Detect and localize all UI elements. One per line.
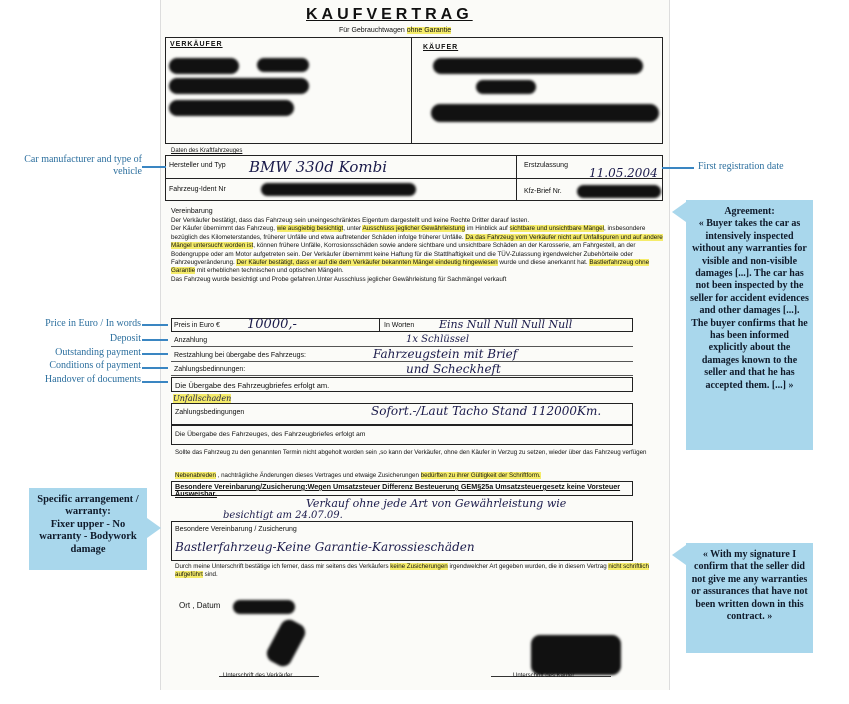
remaining-label: Restzahlung bei übergabe des Fahrzeugs:: [174, 352, 306, 359]
special-arrangement-printed: Besondere Vereinbarung/Zusicherung:Wegen Umsatzsteuer Differenz Besteuerung GEM§25a Umsatzsteuergesetz keine Vorsteuer Ausweisbar.: [171, 481, 633, 496]
remaining-value: Fahrzeugstein mit Brief: [373, 347, 518, 361]
registration-doc-redaction: [577, 185, 661, 198]
annotation-leader: [142, 339, 168, 341]
seller-signature-redaction: [264, 617, 309, 670]
special-arrangement-callout: [29, 488, 147, 570]
place-date-redaction: [233, 600, 295, 614]
special-arrangement-label: Besondere Vereinbarung / Zusicherung: [175, 526, 297, 533]
special-callout-title: Specific arrangement / warranty:: [37, 494, 139, 518]
signature-callout: « With my signature I confirm that the seller did not give me any warranties or assurances that have not been written down in this contract. »: [686, 543, 813, 653]
buyer-redaction: [476, 80, 536, 94]
registration-doc-label: Kfz-Brief Nr.: [524, 188, 562, 195]
annotation-conditions: Conditions of payment: [49, 360, 141, 371]
annotation-leader: [142, 166, 166, 168]
annotation-outstanding: Outstanding payment: [55, 347, 141, 358]
seller-redaction: [257, 58, 309, 72]
price-box-divider: [379, 318, 380, 332]
vin-label: Fahrzeug-Ident Nr: [169, 186, 226, 193]
seller-label: VERKÄUFER: [170, 41, 223, 48]
confirmation-clause: Durch meine Unterschrift bestätige ich ferner, dass mir seitens des Verkäufers keine Zusicherungen irgendwelcher Art gegeben wurden, die in diesem Vertrag nicht schriftlich aufgeführt sind.: [175, 563, 649, 579]
seller-redaction: [169, 78, 309, 94]
vehicle-handover-text: Die Übergabe des Fahrzeuges, des Fahrzeugbriefes erfolgt am: [175, 431, 366, 438]
deposit-value: 1x Schlüssel: [406, 334, 470, 345]
annotation-first-registration: First registration date: [698, 161, 784, 172]
subtitle-highlight: ohne Garantie: [406, 27, 452, 34]
seller-redaction: [169, 100, 294, 116]
annotation-leader: [142, 353, 168, 355]
buyer-redaction: [431, 104, 659, 122]
special-arrangement-handwritten: Verkauf ohne jede Art von Gewährleistung wie: [306, 497, 567, 510]
agreement-callout-arrow: [672, 202, 686, 222]
signature-callout-arrow: [672, 545, 686, 565]
vehicle-section-heading: Daten des Kraftfahrzeuges: [171, 148, 243, 154]
annotation-handover: Handover of documents: [44, 374, 141, 385]
seller-redaction: [169, 58, 239, 74]
docs-handover-text: Die Übergabe des Fahrzeugbriefes erfolgt am.: [175, 381, 330, 390]
conditions-line: [171, 375, 633, 376]
payment-terms-value: Sofort.-/Laut Tacho Stand 112000Km.: [371, 404, 602, 418]
conditions-label: Zahlungsbedinnungen:: [174, 366, 246, 373]
remaining-line: [171, 361, 633, 362]
price-label: Preis in Euro €: [174, 322, 220, 329]
amendments-clause: Nebenabreden , nachträgliche Änderungen dieses Vertrages und etwaige Zusicherungen bedürften zu ihrer Gültigkeit der Schriftform.: [175, 472, 541, 479]
vehicle-box-divider: [516, 155, 517, 201]
agreement-callout-title: Agreement:: [724, 206, 775, 217]
agreement-callout: [686, 200, 813, 450]
seller-signature-label: Unterschrift des Verkäufer: [223, 673, 293, 679]
special-callout-arrow: [147, 518, 161, 538]
words-label: In Worten: [384, 322, 415, 329]
annotation-leader: [142, 324, 168, 326]
make-value: BMW 330d Kombi: [249, 158, 388, 176]
annotation-leader: [662, 167, 694, 169]
buyer-signature-redaction: [531, 635, 621, 675]
make-label: Hersteller und Typ: [169, 162, 226, 169]
vin-redaction: [261, 183, 416, 196]
agreement-callout-body: « Buyer takes the car as intensively inspected without any warranties for visible and non-visible damages [...]. The car has not been inspected by the seller for accident evidences and other damages [...]. The buyer confirms that he has been informed explicitly about the damages known to the seller and that he has accepted them. [...] »: [690, 218, 809, 391]
annotation-car-make: Car manufacturer and type of vehicle: [24, 154, 142, 177]
price-value: 10000,-: [247, 317, 297, 332]
contract-title: KAUFVERTRAG: [306, 6, 473, 23]
special-arrangement-handwritten-date: besichtigt am 24.07.09.: [223, 510, 343, 521]
annotation-leader: [142, 367, 168, 369]
buyer-label: KÄUFER: [423, 44, 459, 51]
contract-sheet: [160, 0, 670, 690]
first-registration-value: 11.05.2004: [589, 166, 658, 180]
place-date-label: Ort , Datum: [179, 601, 221, 610]
parties-divider: [411, 37, 412, 144]
default-clause: Sollte das Fahrzeug zu den genannten Termin nicht abgeholt worden sein ,so kann der Verkäufer, ohne den Käufer in Verzug zu setzen, wieder über das Fahrzeug verfügen: [175, 449, 647, 456]
words-value: Eins Null Null Null Null: [439, 318, 573, 331]
buyer-redaction: [433, 58, 643, 74]
special-arrangement-value: Bastlerfahrzeug-Keine Garantie-Karossieschäden: [175, 540, 475, 554]
annotation-leader: [142, 381, 168, 383]
annotation-price: Price in Euro / In words: [45, 318, 141, 329]
special-callout-body: Fixer upper - No warranty - Bodywork damage: [39, 518, 137, 555]
agreement-heading: Vereinbarung: [171, 208, 213, 215]
conditions-value: und Scheckheft: [406, 362, 501, 376]
agreement-text: Der Verkäufer bestätigt, dass das Fahrzeug sein uneingeschränktes Eigentum dargestellt und keine Rechte Dritter darauf lasten. Der Käufer übernimmt das Fahrzeug, wie ausgiebig besichtigt, unter Ausschluss jeglicher Gewährleistung im Hinblick auf sichtbare und unsichtbare Mängel, insbesondere bezüglich des Kilometerstandes, früherer Unfälle und etwa auftretender Schäden infolge früherer Unfälle. Da das Fahrzeug vom Verkäufer nicht auf Unfallspuren und auf andere Mängel untersucht worden ist, können frühere Unfälle, Korrosionsschäden sowie andere sichtbare und unsichtbare Schäden an der Karosserie, am Fahrgestell, an der Bodengruppe oder am Motor aufgetreten sein. Der Verkäufer übernimmt keine Haftung für die Stattlhaftigkeit und die TÜV-Zulassung irgendwelcher Zubehörteile oder Fahrzeugveränderung. Der Käufer bestätigt, dass er auf die dem Verkäufer bekannten Mängel eindeutig hingewiesen wurde und diese anerkannt hat. Bastlerfahrzeug ohne Garantie mit erheblichen technischen und optischen Mängeln. Das Fahrzeug wurde besichtigt und Probe gefahren.Unter Ausschluss jeglicher Gewährleistung für Sachmängel verkauft: [171, 217, 663, 283]
first-registration-label: Erstzulassung: [524, 162, 568, 169]
buyer-signature-label: Unterschrift des Käufer: [513, 673, 575, 679]
deposit-label: Anzahlung: [174, 337, 208, 344]
payment-terms-label: Zahlungsbedingungen: [175, 409, 245, 416]
docs-handover-handwritten: Unfallschaden: [173, 394, 232, 403]
annotation-deposit: Deposit: [109, 333, 141, 344]
contract-subtitle: Für Gebrauchtwagen ohne Garantie: [339, 27, 452, 34]
